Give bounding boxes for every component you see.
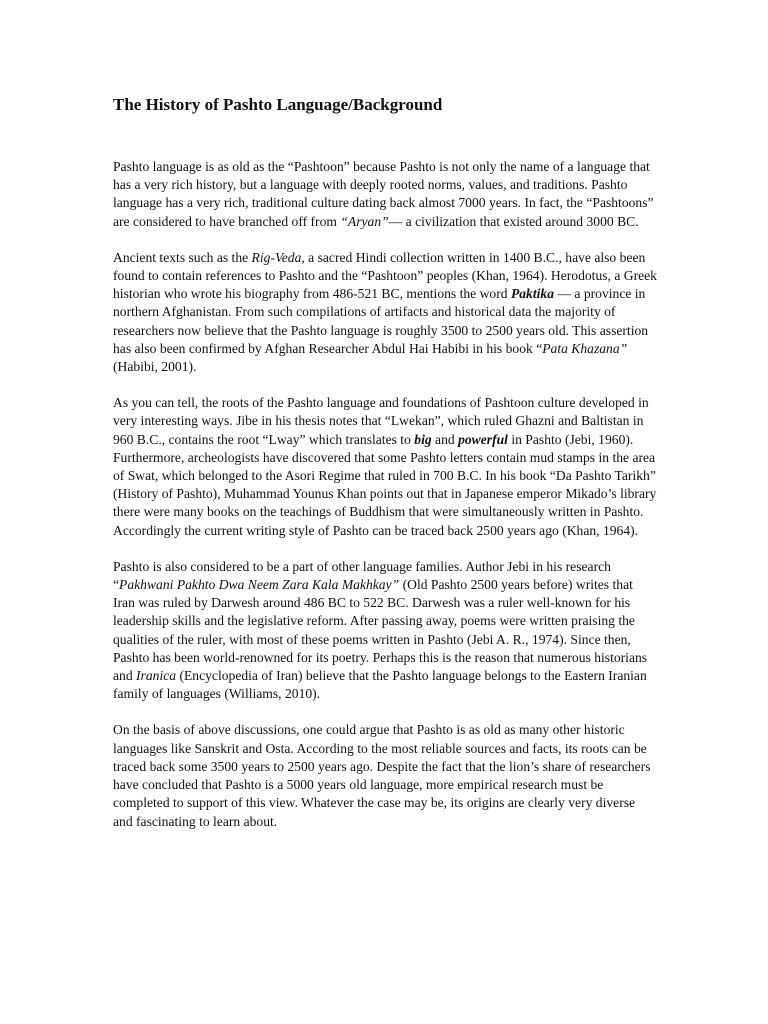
p4-text-b: (Old Pashto 2500 years before) writes that Iran was ruled by Darwesh around 486 BC to 522 BC. Darwesh was a ruler well-known for his leadership skills and the legislative reform. After passing away, poems were written praising the qualities of the ruler, with most of these poems written in Pashto (Jebi A. R., 1974). Since then, Pashto has been world-renowned for its poetry. Perhaps this is the reason that numerous historians and: [113, 577, 648, 684]
paragraph-1: [113, 158, 658, 231]
p2-text-b: a sacred Hindi collection written in 1400 B.C., have also been found to contain references to Pashto and the “Pashtoon” peoples (Khan, 1964). Herodotus, a Greek historian who wrote his biography from 486-521 BC, mentions the word: [113, 249, 657, 302]
p1-text-b: — a civilization that existed around 3000 BC.: [388, 213, 639, 229]
iranica-term: Iranica: [136, 668, 177, 684]
document-title: The History of Pashto Language/Background: [113, 95, 443, 114]
p2-text-a: Ancient texts such as the: [113, 249, 252, 265]
aryan-term: “Aryan”: [340, 213, 389, 229]
p3-text-c: in Pashto (Jebi, 1960). Furthermore, archeologists have discovered that some Pashto letters contain mud stamps in the area of Swat, which belonged to the Asori Regime that ruled in 700 B.C. In his book “Da Pashto Tarikh” (History of Pashto), Muhammad Younus Khan points out that in Japanese emperor Mikado’s library there were many books on the teachings of Buddhism that were simultaneously written in Pashto. Accordingly the current writing style of Pashto can be traced back 2500 years ago (Khan, 1964).: [113, 431, 657, 538]
paragraph-5: On the basis of above discussions, one could argue that Pashto is as old as many other historic languages like Sanskrit and Osta. According to the most reliable sources and facts, its roots can be traced back some 3500 years to 2500 years ago. Despite the fact that the lion’s share of researchers have concluded that Pashto is a 5000 years old language, more empirical research must be completed to support of this view. Whatever the case may be, its origins are clearly very diverse and fascinating to learn about.: [113, 722, 651, 829]
powerful-term: powerful: [458, 431, 508, 447]
pata-khazana-term: Pata Khazana”: [542, 340, 628, 356]
p4-text-c: (Encyclopedia of Iran) believe that the Pashto language belongs to the Eastern Iranian family of languages (Williams, 2010).: [113, 668, 647, 702]
p2-text-c: — a province in northern Afghanistan. From such compilations of artifacts and historical data the majority of researchers now believe that the Pashto language is roughly 3500 to 2500 years old. This assertion has also been confirmed by Afghan Researcher Abdul Hai Habibi in his book “: [113, 286, 649, 356]
paragraph-2: [113, 249, 658, 376]
document-body: [113, 92, 658, 849]
paragraph-3: [113, 394, 658, 540]
p3-text-a: As you can tell, the roots of the Pashto language and foundations of Pashtoon culture developed in very interesting ways. Jibe in his thesis notes that “Lwekan”, which ruled Ghazni and Baltistan in 960 B.C., contains the root “Lway” which translates to: [113, 395, 649, 447]
p1-text-a: Pashto language is as old as the “Pashtoon” because Pashto is not only the name of a language that has a very rich history, but a language with deeply rooted norms, values, and traditions. Pashto language has a very rich, traditional culture dating back almost 7000 years. In fact, the “Pashtoons” are considered to have branched off from: [113, 159, 654, 229]
rig-veda-term: Rig-Veda,: [251, 249, 305, 265]
pakhwani-term: Pakhwani Pakhto Dwa Neem Zara Kala Makhkay”: [119, 577, 400, 593]
big-term: big: [414, 431, 432, 447]
paktika-term: Paktika: [510, 286, 554, 302]
p4-text-a: Pashto is also considered to be a part of other language families. Author Jebi in his research “: [113, 558, 611, 593]
paragraph-4: [113, 558, 658, 704]
p3-text-b: and: [431, 431, 459, 447]
p2-text-d: (Habibi, 2001).: [113, 359, 197, 375]
